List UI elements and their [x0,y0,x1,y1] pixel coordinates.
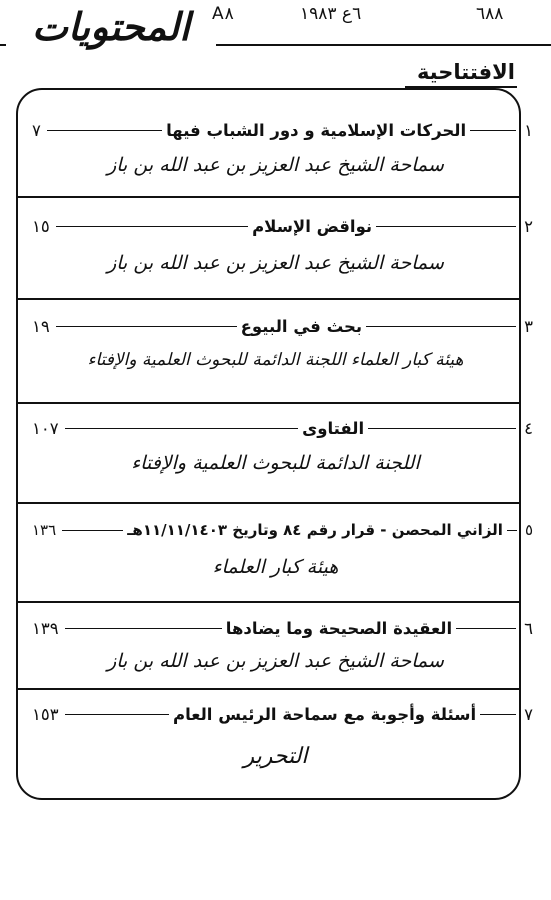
entry-page: ٧ [32,120,41,140]
entry-number: ١ [524,120,533,140]
divider [17,601,520,603]
leader-line [480,714,516,715]
toc-entry [32,516,533,544]
entry-number: ٧ [524,704,533,724]
divider [17,298,520,300]
divider [17,502,520,504]
entry-author: التحرير [243,744,308,769]
entry-author: سماحة الشيخ عبد العزيز بن عبد الله بن باز [107,650,444,672]
entry-title: أسئلة وأجوبة مع سماحة الرئيس العام [173,704,477,724]
entry-author: سماحة الشيخ عبد العزيز بن عبد الله بن باز [107,252,444,274]
page-code: ٦٨٨ [476,4,504,24]
section-title: الافتتاحية [405,60,517,88]
leader-line [507,530,517,531]
leader-line [56,226,248,227]
leader-line [368,428,516,429]
entry-author: هيئة كبار العلماء [212,556,339,578]
divider [17,402,520,404]
entry-number: ٦ [524,618,533,638]
issue-date: ٦ع ١٩٨٣ [300,4,362,24]
magazine-title: المحتويات [6,2,216,52]
entry-title: الفتاوى [302,418,365,438]
entry-number: ٣ [524,316,533,336]
leader-line [376,226,516,227]
entry-title: العقيدة الصحيحة وما يضادها [225,618,453,638]
entry-author: سماحة الشيخ عبد العزيز بن عبد الله بن باز [107,154,444,176]
toc-entry [32,312,533,340]
toc-entry [32,414,533,442]
entry-page: ١٣٦ [32,521,57,539]
entry-page: ١٠٧ [32,418,59,438]
entry-page: ١٩ [32,316,50,336]
entry-title: الحركات الإسلامية و دور الشباب فيها [166,120,467,140]
issue-ref: A٨ [212,4,234,24]
leader-line [65,628,222,629]
divider [17,196,520,198]
leader-line [56,326,237,327]
leader-line [65,714,169,715]
toc-entry [32,700,533,728]
entry-page: ١٥ [32,216,50,236]
entry-page: ١٥٣ [32,704,59,724]
contents-frame [16,88,521,800]
leader-line [62,530,123,531]
toc-entry [32,116,533,144]
entry-title: نواقض الإسلام [252,216,373,236]
entry-title: الزاني المحصن - قرار رقم ٨٤ وتاريخ ١١/١١/١٤٠٣هـ [127,521,503,539]
entry-number: ٥ [524,521,533,539]
leader-line [47,130,162,131]
toc-entry [32,614,533,642]
divider [17,688,520,690]
entry-number: ٢ [524,216,533,236]
entry-page: ١٣٩ [32,618,59,638]
leader-line [366,326,516,327]
leader-line [470,130,516,131]
entry-author: هيئة كبار العلماء اللجنة الدائمة للبحوث العلمية والإفتاء [87,350,464,370]
toc-entry [32,212,533,240]
entry-author: اللجنة الدائمة للبحوث العلمية والإفتاء [131,452,420,474]
entry-number: ٤ [524,418,533,438]
leader-line [456,628,516,629]
entry-title: بحث في البيوع [240,316,363,336]
leader-line [65,428,298,429]
